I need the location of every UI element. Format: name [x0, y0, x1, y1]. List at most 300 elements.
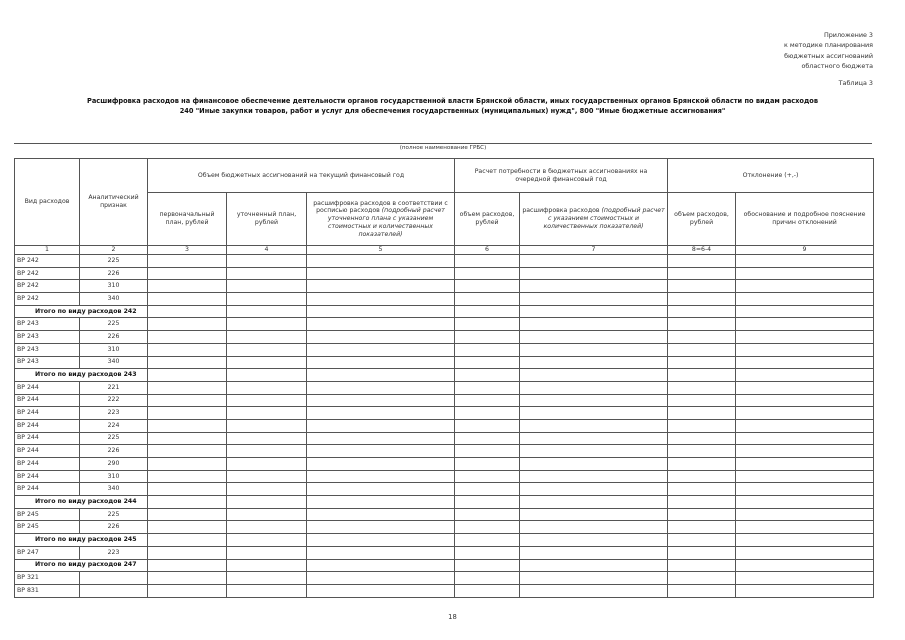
total-row	[15, 369, 874, 382]
value-cell	[520, 559, 668, 572]
priznak-cell: 226	[80, 267, 148, 280]
column-number: 3	[148, 246, 227, 255]
total-row	[15, 534, 874, 547]
value-cell	[227, 305, 307, 318]
header-deviation: Отклонение (+,-)	[668, 159, 874, 193]
value-cell	[520, 356, 668, 369]
vid-cell: ВР 244	[15, 458, 80, 471]
value-cell	[307, 559, 455, 572]
vid-cell: ВР 245	[15, 521, 80, 534]
value-cell	[455, 343, 520, 356]
table-row	[15, 432, 874, 445]
value-cell	[307, 546, 455, 559]
table-row	[15, 293, 874, 306]
priznak-cell: 340	[80, 483, 148, 496]
document-title	[40, 97, 865, 117]
total-label: Итого по виду расходов 242	[15, 305, 148, 318]
value-cell	[307, 356, 455, 369]
priznak-cell: 290	[80, 458, 148, 471]
value-cell	[455, 521, 520, 534]
header-row-groups	[15, 159, 874, 193]
vid-cell: ВР 247	[15, 546, 80, 559]
value-cell	[520, 432, 668, 445]
value-cell	[227, 483, 307, 496]
value-cell	[227, 508, 307, 521]
appendix-note	[673, 30, 873, 88]
value-cell	[520, 546, 668, 559]
vid-cell: ВР 244	[15, 470, 80, 483]
vid-cell: ВР 243	[15, 318, 80, 331]
value-cell	[520, 483, 668, 496]
value-cell	[227, 331, 307, 344]
header-c5-text: расшифровка расходов в соответствии с росписью расходов	[313, 199, 448, 215]
value-cell	[307, 483, 455, 496]
column-number: 1	[15, 246, 80, 255]
vid-cell: ВР 244	[15, 445, 80, 458]
value-cell	[520, 508, 668, 521]
document-title-line-1: Расшифровка расходов на финансовое обеспечение деятельности органов государственной власти Брянской области, иных государственных органов Брянской области по видам расходов	[87, 97, 818, 105]
value-cell	[736, 305, 874, 318]
value-cell	[455, 318, 520, 331]
value-cell	[307, 445, 455, 458]
value-cell	[520, 331, 668, 344]
value-cell	[455, 572, 520, 585]
value-cell	[736, 419, 874, 432]
value-cell	[668, 445, 736, 458]
value-cell	[227, 343, 307, 356]
value-cell	[307, 508, 455, 521]
value-cell	[148, 572, 227, 585]
value-cell	[148, 508, 227, 521]
table-row	[15, 255, 874, 268]
value-cell	[668, 369, 736, 382]
value-cell	[307, 584, 455, 597]
value-cell	[455, 470, 520, 483]
value-cell	[736, 546, 874, 559]
value-cell	[307, 407, 455, 420]
priznak-cell: 310	[80, 280, 148, 293]
vid-cell: ВР 831	[15, 584, 80, 597]
value-cell	[307, 369, 455, 382]
value-cell	[520, 521, 668, 534]
total-label: Итого по виду расходов 243	[15, 369, 148, 382]
table-row	[15, 483, 874, 496]
value-cell	[736, 407, 874, 420]
vid-cell: ВР 245	[15, 508, 80, 521]
value-cell	[736, 534, 874, 547]
header-c9: обоснование и подробное пояснение причин отклонений	[736, 193, 874, 246]
value-cell	[455, 546, 520, 559]
value-cell	[520, 445, 668, 458]
vid-cell: ВР 244	[15, 483, 80, 496]
value-cell	[668, 381, 736, 394]
value-cell	[148, 305, 227, 318]
value-cell	[455, 445, 520, 458]
header-c7-text: расшифровка расходов	[522, 207, 602, 215]
value-cell	[148, 318, 227, 331]
value-cell	[227, 584, 307, 597]
table-row	[15, 584, 874, 597]
total-row	[15, 496, 874, 509]
value-cell	[307, 432, 455, 445]
value-cell	[148, 394, 227, 407]
appendix-line: Приложение 3	[823, 31, 873, 39]
expense-table	[14, 158, 874, 598]
value-cell	[736, 521, 874, 534]
header-c5-note: (подробный расчет уточненного плана с указанием стоимостных и количественных показателей)	[327, 207, 445, 238]
value-cell	[148, 534, 227, 547]
column-number: 8=6-4	[668, 246, 736, 255]
value-cell	[520, 255, 668, 268]
value-cell	[455, 394, 520, 407]
value-cell	[520, 305, 668, 318]
value-cell	[227, 394, 307, 407]
value-cell	[455, 508, 520, 521]
value-cell	[520, 293, 668, 306]
value-cell	[455, 280, 520, 293]
value-cell	[307, 343, 455, 356]
value-cell	[227, 496, 307, 509]
value-cell	[307, 280, 455, 293]
appendix-line: областного бюджета	[801, 61, 873, 70]
value-cell	[148, 496, 227, 509]
value-cell	[307, 267, 455, 280]
value-cell	[736, 508, 874, 521]
priznak-cell: 223	[80, 546, 148, 559]
value-cell	[520, 572, 668, 585]
value-cell	[148, 407, 227, 420]
value-cell	[736, 318, 874, 331]
priznak-cell	[80, 584, 148, 597]
column-number-row	[15, 246, 874, 255]
value-cell	[736, 445, 874, 458]
value-cell	[307, 419, 455, 432]
value-cell	[307, 255, 455, 268]
value-cell	[668, 534, 736, 547]
value-cell	[455, 584, 520, 597]
value-cell	[668, 419, 736, 432]
value-cell	[668, 318, 736, 331]
value-cell	[736, 381, 874, 394]
value-cell	[148, 280, 227, 293]
vid-cell: ВР 244	[15, 407, 80, 420]
value-cell	[668, 356, 736, 369]
value-cell	[668, 280, 736, 293]
priznak-cell: 224	[80, 419, 148, 432]
value-cell	[668, 572, 736, 585]
value-cell	[668, 394, 736, 407]
vid-cell: ВР 242	[15, 293, 80, 306]
table-row	[15, 331, 874, 344]
value-cell	[148, 432, 227, 445]
value-cell	[668, 255, 736, 268]
column-number: 4	[227, 246, 307, 255]
value-cell	[455, 458, 520, 471]
header-c3: первоначальный план, рублей	[148, 193, 227, 246]
value-cell	[148, 483, 227, 496]
value-cell	[227, 381, 307, 394]
vid-cell: ВР 242	[15, 267, 80, 280]
value-cell	[307, 331, 455, 344]
grbs-underline	[14, 143, 872, 144]
value-cell	[455, 419, 520, 432]
total-label: Итого по виду расходов 244	[15, 496, 148, 509]
value-cell	[227, 356, 307, 369]
value-cell	[668, 521, 736, 534]
value-cell	[455, 534, 520, 547]
value-cell	[455, 305, 520, 318]
value-cell	[307, 394, 455, 407]
vid-cell: ВР 243	[15, 356, 80, 369]
column-number: 5	[307, 246, 455, 255]
value-cell	[148, 445, 227, 458]
value-cell	[736, 559, 874, 572]
value-cell	[455, 293, 520, 306]
header-c8: объем расходов, рублей	[668, 193, 736, 246]
value-cell	[668, 305, 736, 318]
table-row	[15, 280, 874, 293]
value-cell	[668, 559, 736, 572]
value-cell	[455, 267, 520, 280]
value-cell	[307, 293, 455, 306]
page-number: 18	[448, 613, 457, 621]
vid-cell: ВР 242	[15, 255, 80, 268]
table-row	[15, 521, 874, 534]
priznak-cell: 225	[80, 432, 148, 445]
value-cell	[736, 432, 874, 445]
value-cell	[148, 458, 227, 471]
value-cell	[668, 470, 736, 483]
value-cell	[455, 381, 520, 394]
value-cell	[148, 267, 227, 280]
total-row	[15, 305, 874, 318]
table-row	[15, 394, 874, 407]
value-cell	[520, 470, 668, 483]
value-cell	[736, 369, 874, 382]
value-cell	[668, 343, 736, 356]
column-number: 2	[80, 246, 148, 255]
appendix-line: к методике планирования	[783, 41, 873, 50]
value-cell	[736, 496, 874, 509]
value-cell	[736, 293, 874, 306]
value-cell	[148, 470, 227, 483]
value-cell	[227, 521, 307, 534]
value-cell	[668, 458, 736, 471]
value-cell	[148, 419, 227, 432]
priznak-cell: 226	[80, 331, 148, 344]
value-cell	[668, 483, 736, 496]
value-cell	[148, 356, 227, 369]
value-cell	[455, 369, 520, 382]
value-cell	[307, 458, 455, 471]
value-cell	[227, 407, 307, 420]
header-c7-note: (подробный расчет с указанием стоимостных и количественных показателей)	[543, 207, 665, 230]
value-cell	[736, 280, 874, 293]
value-cell	[307, 521, 455, 534]
value-cell	[227, 470, 307, 483]
value-cell	[148, 369, 227, 382]
value-cell	[307, 318, 455, 331]
value-cell	[307, 381, 455, 394]
value-cell	[736, 255, 874, 268]
value-cell	[668, 496, 736, 509]
vid-cell: ВР 243	[15, 331, 80, 344]
value-cell	[148, 343, 227, 356]
total-row	[15, 559, 874, 572]
value-cell	[227, 293, 307, 306]
value-cell	[668, 584, 736, 597]
value-cell	[227, 419, 307, 432]
table-row	[15, 470, 874, 483]
value-cell	[227, 369, 307, 382]
header-vid: Вид расходов	[15, 159, 80, 246]
value-cell	[736, 394, 874, 407]
table-row	[15, 508, 874, 521]
table-row	[15, 381, 874, 394]
value-cell	[520, 369, 668, 382]
table-row	[15, 419, 874, 432]
value-cell	[455, 432, 520, 445]
value-cell	[227, 559, 307, 572]
value-cell	[520, 267, 668, 280]
priznak-cell: 340	[80, 293, 148, 306]
appendix-line: бюджетных ассигнований	[784, 51, 873, 60]
value-cell	[455, 255, 520, 268]
priznak-cell: 226	[80, 445, 148, 458]
total-label: Итого по виду расходов 247	[15, 559, 148, 572]
priznak-cell: 340	[80, 356, 148, 369]
value-cell	[736, 343, 874, 356]
value-cell	[668, 508, 736, 521]
value-cell	[455, 407, 520, 420]
value-cell	[148, 584, 227, 597]
value-cell	[148, 546, 227, 559]
value-cell	[520, 496, 668, 509]
value-cell	[668, 407, 736, 420]
table-row	[15, 343, 874, 356]
value-cell	[520, 343, 668, 356]
value-cell	[520, 381, 668, 394]
value-cell	[736, 356, 874, 369]
value-cell	[227, 572, 307, 585]
value-cell	[736, 267, 874, 280]
value-cell	[455, 331, 520, 344]
priznak-cell: 222	[80, 394, 148, 407]
priznak-cell: 310	[80, 470, 148, 483]
value-cell	[520, 584, 668, 597]
table-row	[15, 356, 874, 369]
document-title-line-2: 240 "Иные закупки товаров, работ и услуг для обеспечения государственных (муниципальных) нужд", 800 "Иные бюджетные ассигнования"	[179, 106, 726, 115]
value-cell	[520, 394, 668, 407]
value-cell	[520, 458, 668, 471]
value-cell	[455, 356, 520, 369]
value-cell	[668, 331, 736, 344]
value-cell	[455, 559, 520, 572]
priznak-cell	[80, 572, 148, 585]
vid-cell: ВР 244	[15, 419, 80, 432]
value-cell	[668, 293, 736, 306]
value-cell	[307, 534, 455, 547]
vid-cell: ВР 244	[15, 381, 80, 394]
table-row	[15, 458, 874, 471]
value-cell	[455, 483, 520, 496]
table-row	[15, 445, 874, 458]
value-cell	[455, 496, 520, 509]
value-cell	[227, 267, 307, 280]
value-cell	[307, 496, 455, 509]
total-label: Итого по виду расходов 245	[15, 534, 148, 547]
table-body	[15, 255, 874, 598]
value-cell	[520, 318, 668, 331]
value-cell	[668, 546, 736, 559]
vid-cell: ВР 242	[15, 280, 80, 293]
value-cell	[736, 458, 874, 471]
vid-cell: ВР 321	[15, 572, 80, 585]
value-cell	[307, 572, 455, 585]
table-row	[15, 318, 874, 331]
header-c7	[520, 193, 668, 246]
value-cell	[227, 318, 307, 331]
grbs-caption: (полное наименование ГРБС)	[399, 145, 487, 151]
value-cell	[227, 280, 307, 293]
table-row	[15, 572, 874, 585]
vid-cell: ВР 243	[15, 343, 80, 356]
value-cell	[736, 483, 874, 496]
value-cell	[736, 331, 874, 344]
table-row	[15, 407, 874, 420]
value-cell	[668, 267, 736, 280]
value-cell	[227, 546, 307, 559]
value-cell	[227, 255, 307, 268]
vid-cell: ВР 244	[15, 432, 80, 445]
value-cell	[227, 445, 307, 458]
value-cell	[736, 584, 874, 597]
value-cell	[736, 572, 874, 585]
value-cell	[307, 470, 455, 483]
value-cell	[520, 280, 668, 293]
vid-cell: ВР 244	[15, 394, 80, 407]
value-cell	[148, 331, 227, 344]
header-c6: объем расходов, рублей	[455, 193, 520, 246]
table-label: Таблица 3	[838, 79, 873, 88]
value-cell	[227, 458, 307, 471]
value-cell	[148, 559, 227, 572]
header-priznak: Аналитический признак	[80, 159, 148, 246]
value-cell	[520, 407, 668, 420]
header-c4: уточненный план, рублей	[227, 193, 307, 246]
priznak-cell: 225	[80, 318, 148, 331]
value-cell	[736, 470, 874, 483]
priznak-cell: 310	[80, 343, 148, 356]
value-cell	[227, 432, 307, 445]
priznak-cell: 221	[80, 381, 148, 394]
header-current-year: Объем бюджетных ассигнований на текущий финансовый год	[148, 159, 455, 193]
value-cell	[227, 534, 307, 547]
value-cell	[148, 521, 227, 534]
table-row	[15, 546, 874, 559]
value-cell	[668, 432, 736, 445]
priznak-cell: 223	[80, 407, 148, 420]
header-c5	[307, 193, 455, 246]
value-cell	[148, 381, 227, 394]
priznak-cell: 226	[80, 521, 148, 534]
header-next-year: Расчет потребности в бюджетных ассигнованиях на очередной финансовый год	[455, 159, 668, 193]
value-cell	[520, 419, 668, 432]
value-cell	[148, 293, 227, 306]
value-cell	[520, 534, 668, 547]
table-row	[15, 267, 874, 280]
priznak-cell: 225	[80, 508, 148, 521]
